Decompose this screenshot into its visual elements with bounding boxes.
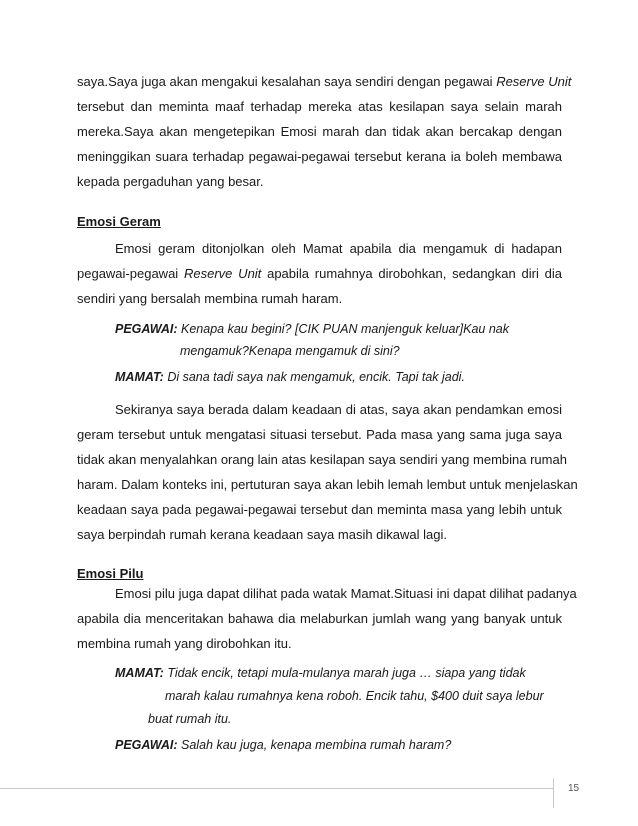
- footer-divider-vertical: [553, 778, 554, 808]
- text-run: saya.Saya juga akan mengakui kesalahan saya sendiri dengan pegawai: [77, 74, 493, 89]
- paragraph-line: [77, 74, 572, 90]
- page-number: 15: [568, 783, 580, 794]
- section-heading-pilu: Emosi Pilu: [77, 566, 144, 581]
- paragraph-line: meninggikan suara terhadap pegawai-pegawai tersebut kerana ia boleh membawa: [77, 149, 562, 164]
- paragraph-line: membina rumah yang dirobohkan itu.: [77, 636, 292, 651]
- paragraph-line: Emosi geram ditonjolkan oleh Mamat apabila dia mengamuk di hadapan: [115, 241, 562, 256]
- paragraph-line: saya berpindah rumah kerana keadaan saya masih dikawal lagi.: [77, 527, 447, 542]
- paragraph-line: tersebut dan meminta maaf terhadap mereka atas kesilapan saya selain marah: [77, 99, 562, 114]
- paragraph-line: haram. Dalam konteks ini, pertuturan saya akan lebih lemah lembut untuk menjelaskan: [77, 477, 578, 492]
- speaker-label: MAMAT:: [115, 666, 164, 680]
- dialogue-line: [115, 369, 465, 385]
- paragraph-line: Sekiranya saya berada dalam keadaan di atas, saya akan pendamkan emosi: [115, 402, 562, 417]
- paragraph-line: mereka.Saya akan mengetepikan Emosi marah dan tidak akan bercakap dengan: [77, 124, 562, 139]
- paragraph-line: kepada pergaduhan yang besar.: [77, 174, 264, 189]
- paragraph-line: keadaan saya pada pegawai-pegawai tersebut dan meminta masa yang lebih untuk: [77, 502, 562, 517]
- italic-term: Reserve Unit: [183, 266, 262, 281]
- dialogue-line: [115, 321, 509, 337]
- paragraph-line: Emosi pilu juga dapat dilihat pada watak Mamat.Situasi ini dapat dilihat padanya: [115, 586, 577, 601]
- speaker-label: MAMAT:: [115, 370, 164, 384]
- footer-divider: [0, 788, 553, 789]
- speaker-label: PEGAWAI:: [115, 322, 178, 336]
- paragraph-line: tidak akan menyalahkan orang lain atas kesilapan saya sendiri yang membina rumah: [77, 452, 567, 467]
- dialogue-text: Salah kau juga, kenapa membina rumah haram?: [181, 738, 452, 752]
- dialogue-line: marah kalau rumahnya kena roboh. Encik tahu, $400 duit saya lebur: [165, 689, 544, 703]
- dialogue-line: [115, 665, 526, 681]
- paragraph-line: geram tersebut untuk mengatasi situasi tersebut. Pada masa yang sama juga saya: [77, 427, 562, 442]
- dialogue-line: buat rumah itu.: [148, 712, 232, 726]
- dialogue-text: Kenapa kau begini? [CIK PUAN manjenguk keluar]Kau nak: [181, 322, 509, 336]
- text-run: pegawai-pegawai: [77, 266, 179, 281]
- dialogue-line: mengamuk?Kenapa mengamuk di sini?: [180, 344, 400, 358]
- paragraph-line: apabila dia menceritakan bahawa dia melaburkan jumlah wang yang banyak untuk: [77, 611, 562, 626]
- dialogue-text: Di sana tadi saya nak mengamuk, encik. Tapi tak jadi.: [167, 370, 465, 384]
- speaker-label: PEGAWAI:: [115, 738, 178, 752]
- italic-term: Reserve Unit: [496, 74, 572, 89]
- text-run: apabila rumahnya dirobohkan, sedangkan diri dia: [267, 266, 562, 281]
- dialogue-text: Tidak encik, tetapi mula-mulanya marah juga … siapa yang tidak: [167, 666, 526, 680]
- paragraph-line: sendiri yang bersalah membina rumah haram.: [77, 291, 343, 306]
- paragraph-line: [77, 266, 562, 282]
- section-heading-geram: Emosi Geram: [77, 214, 161, 229]
- dialogue-line: [115, 737, 451, 753]
